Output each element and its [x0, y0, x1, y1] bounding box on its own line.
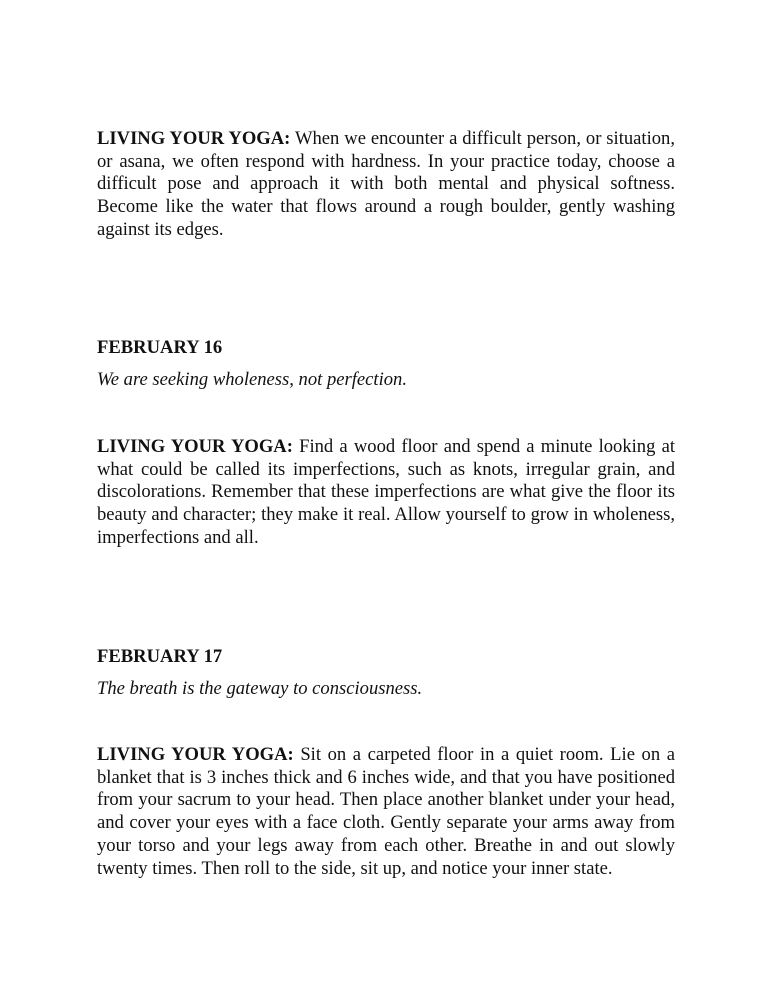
living-your-yoga-label: LIVING YOUR YOGA:	[97, 436, 293, 457]
living-your-yoga-paragraph	[97, 436, 675, 550]
date-heading: FEBRUARY 16	[97, 337, 223, 358]
daily-quote: The breath is the gateway to consciousness.	[97, 678, 423, 699]
paragraph-text: Sit on a carpeted floor in a quiet room. Lie on a blanket that is 3 inches thick and 6 inches wide, and that you have positioned from your sacrum to your head. Then place another blanket under your head, and cover your eyes with a face cloth. Gently separate your arms away from your torso and your legs away from each other. Breathe in and out slowly twenty times. Then roll to the side, sit up, and notice your inner state.	[97, 744, 675, 879]
paragraph-text: When we encounter a difficult person, or situation, or asana, we often respond with hardness. In your practice today, choose a difficult pose and approach it with both mental and physical softness. Become like the water that flows around a rough boulder, gently washing against its edges.	[97, 128, 675, 240]
living-your-yoga-label: LIVING YOUR YOGA:	[97, 128, 291, 149]
daily-quote: We are seeking wholeness, not perfection.	[97, 369, 408, 390]
living-your-yoga-paragraph	[97, 128, 675, 242]
paragraph-text: Find a wood floor and spend a minute looking at what could be called its imperfections, such as knots, irregular grain, and discolorations. Remember that these imperfections are what give the floor its beauty and character; they make it real. Allow yourself to grow in wholeness, imperfections and all.	[97, 436, 676, 548]
living-your-yoga-paragraph	[97, 744, 675, 880]
date-heading: FEBRUARY 17	[97, 646, 223, 667]
living-your-yoga-label: LIVING YOUR YOGA:	[97, 744, 294, 765]
